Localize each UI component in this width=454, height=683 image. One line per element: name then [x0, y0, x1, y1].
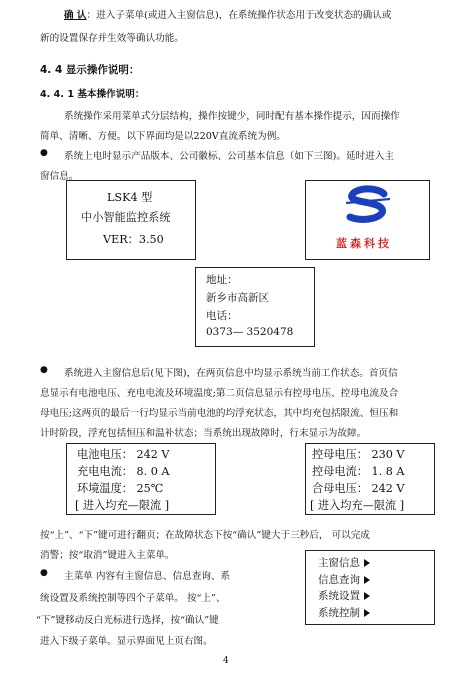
bullet-icon: ●	[40, 148, 48, 158]
para1-line2: 简单、清晰、方便。以下界面均是以220V直流系统为例。	[40, 131, 286, 142]
version-number-line: VER：3.50	[103, 233, 164, 246]
section-heading-4-4: 4. 4 显示操作说明：	[40, 64, 140, 76]
phone-label: 电话：	[206, 310, 238, 322]
ambient-temperature-row: 环境温度： 25℃	[77, 482, 164, 495]
startup-version-screen	[66, 180, 196, 260]
bullet2-line1: 系统进入主窗信息后(见下图)，在两页信息中均显示系统当前工作状态。首页信	[64, 368, 398, 379]
confirm-paragraph-line1: 确 认：进入子菜单(或进入主窗信息)，在系统操作状态用于改变状态的确认或	[64, 10, 392, 21]
control-bus-current-row: 控母电流： 1. 8 A	[312, 465, 405, 478]
charge-status-row: [ 进入均充—限流 ]	[310, 499, 405, 512]
menu-item-info-query[interactable]: 信息查询	[318, 572, 370, 589]
arrow-right-icon	[364, 576, 370, 584]
startup-address-screen	[195, 267, 315, 347]
bullet1-line2: 窗信息。	[40, 171, 79, 182]
bullet3-line4: 进入下级子菜单。显示界面见上页右图。	[40, 636, 213, 647]
bullet3-line2: 统设置及系统控制等四个子菜单。 按“上”、	[40, 593, 226, 604]
bullet-icon: ●	[40, 365, 48, 375]
phone-value: 0373— 3520478	[206, 326, 294, 338]
bullet3-line1: 主菜单 内容有主窗信息、信息查询、系	[64, 571, 231, 582]
main-window-page1-screen	[66, 443, 216, 515]
company-logo-icon	[338, 185, 398, 225]
keys-para-line2: 消警；按“取消”键进入主菜单。	[40, 550, 175, 561]
charge-status-row: [ 进入均充—限流 ]	[75, 499, 170, 512]
closing-bus-voltage-row: 合母电压： 242 V	[312, 482, 405, 495]
bullet2-line2: 息显示有电池电压、充电电流及环境温度;第二页信息显示有控母电压、控母电流及合	[40, 388, 399, 399]
arrow-right-icon	[364, 559, 370, 567]
bullet-icon: ●	[40, 568, 48, 578]
battery-voltage-row: 电池电压： 242 V	[77, 448, 170, 461]
confirm-paragraph-line2: 新的设置保存并生效等确认功能。	[40, 33, 184, 44]
keys-para-line1: 按“上”、“下”键可进行翻页；在故障状态下按“确认”键大于三秒后， 可以完成	[40, 530, 370, 541]
main-window-page2-screen	[305, 443, 435, 515]
startup-logo-screen	[305, 180, 430, 260]
version-model-line: LSK4 型	[107, 191, 153, 204]
company-name-logo-text: 蓝森科技	[336, 237, 392, 250]
version-system-line: 中小智能监控系统	[81, 211, 171, 224]
confirm-key-label: 确 认	[64, 10, 87, 21]
bullet1-line1: 系统上电时显示产品版本、公司徽标、公司基本信息（如下三图)。延时进入主	[64, 151, 394, 162]
control-bus-voltage-row: 控母电压： 230 V	[312, 448, 405, 461]
menu-item-system-control[interactable]: 系统控制	[318, 605, 370, 622]
arrow-right-icon	[364, 609, 370, 617]
bullet2-line4: 计时阶段，浮充包括恒压和温补状态；当系统出现故障时，行末显示为故障。	[40, 428, 367, 439]
arrow-right-icon	[364, 592, 370, 600]
charge-current-row: 充电电流： 8. 0 A	[77, 465, 170, 478]
address-label: 地址：	[206, 274, 238, 286]
bullet2-line3: 母电压;这两页的最后一行均显示当前电池的均浮充状态，其中均充包括限流、恒压和	[40, 408, 399, 419]
menu-item-system-settings[interactable]: 系统设置	[318, 588, 370, 605]
para1-line1: 系统操作采用菜单式分层结构，操作按键少，同时配有基本操作提示，因而操作	[64, 111, 400, 122]
bullet3-line3: “下”键移动反白光标进行选择，按“确认”键	[36, 615, 219, 626]
menu-item-main-window[interactable]: 主窗信息	[318, 555, 370, 572]
section-heading-4-4-1: 4. 4. 1 基本操作说明：	[40, 89, 145, 100]
address-value: 新乡市高新区	[206, 292, 269, 304]
main-menu-screen	[305, 550, 435, 625]
page-number: 4	[223, 656, 229, 666]
